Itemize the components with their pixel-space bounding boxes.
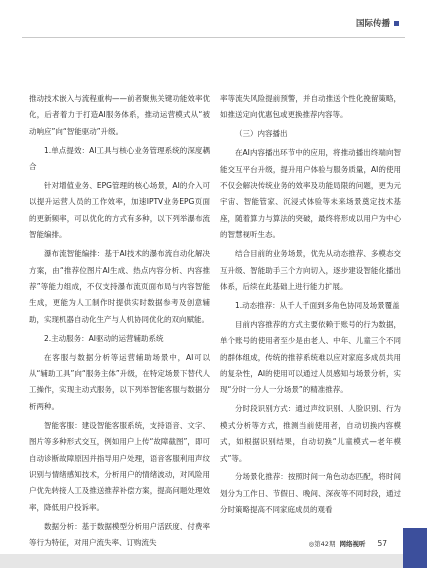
paragraph: 2.主动服务：AI驱动的运营辅助系统 <box>44 333 164 343</box>
paragraph: 1.动态推荐：从千人千面到多角色协同及场景覆盖 <box>235 300 400 310</box>
paragraph: 针对增值业务、EPG管理的核心场景，AI的介入可以提升运营人员的工作效率，加速IPTV业务EPG页面的更新频率，可以优化的方式有多种，以下列举瀑布流智能编排。 <box>29 181 210 240</box>
paragraph: 推动技术嵌入与流程重构——前者聚焦关键功能效率优化，后者着力于打造AI服务体系，推动运营模式从“被动响应”向“智能驱动”升级。 <box>29 94 210 136</box>
section-header <box>356 17 399 29</box>
section-marker-icon <box>394 21 399 26</box>
header-divider <box>22 37 405 38</box>
section-title: 国际传播 <box>355 19 390 29</box>
paragraph: 智能客服：建设智能客服系统，支持语音、文字、图片等多种形式交互，例如用户上传“故障截图”，即可自动诊断故障原因并指导用户处理，语音客服利用声纹识别与情绪感知技术，分析用户的情绪波动，对风险用户优先转接人工及推送推荐补偿方案，提高问题处理效率，降低用户投诉率。 <box>29 420 210 512</box>
paragraph: 瀑布流智能编排：基于AI技术的瀑布流自动化解决方案，由“推荐位图片AI生成、热点内容分析、内容推荐”等能力组成，不仅支持瀑布流页面布局与内容智能生成，更能为人工制作时提供实时数据参考及创意辅助，实现机器自动化生产与人机协同优化的双向赋能。 <box>29 249 210 324</box>
paragraph: 在客服与数据分析等运营辅助场景中，AI可以从“辅助工具”向“服务主体”升级，在特定场景下替代人工操作，实现主动式服务，以下列举智能客服与数据分析两种。 <box>29 352 210 411</box>
right-column <box>220 91 401 521</box>
paragraph: 1.单点提效：AI工具与核心业务管理系统的深度耦合 <box>29 145 210 172</box>
page-number: 57 <box>377 539 387 548</box>
issue-number: ◎第42期 <box>308 540 336 548</box>
page-footer <box>309 539 388 548</box>
paragraph: 分场景化推荐：按照时间一角色动态匹配，将时间划分为工作日、节假日、晚间、深夜等不同时段，通过分时策略提高不同家庭成员的观看 <box>220 472 401 515</box>
paragraph: 分时段识别方式：通过声纹识别、人脸识别、行为模式分析等方式，推测当前使用者，自动切换内容模式，如根据识别结果，自动切换“儿童模式—老年模式”等。 <box>220 404 401 463</box>
paragraph: 率等流失风险提前预警，并自动推送个性化挽留策略，如推送定向优惠包或更换推荐内容等。 <box>220 94 401 120</box>
paragraph: 在AI内容播出环节中的应用，将推动播出终端向智能交互平台升级，提升用户体验与服务质量，AI的使用不仅会解决传统业务的效率及功能局限的问题，更为元宇宙、智能管家、沉浸式体验等未来场景奠定技术基座，随着算力与算法的突破，最终将形成以用户为中心的智慧视听生态。 <box>220 148 401 240</box>
magazine-name: 网络视听 <box>339 540 366 548</box>
paragraph: （三）内容播出 <box>235 129 288 139</box>
paragraph: 目前内容推荐的方式主要依赖于账号的行为数据，单个账号的使用者至少是由老人、中年、儿童三个不同的群体组成，传统的推荐系统难以应对家庭多成员共用的复杂性，AI的使用可以通过人员感知与场景分析，实现“分时一分人一分场景”的精准推荐。 <box>220 319 401 395</box>
paragraph: 结合目前的业务场景，优先从动态推荐、多模态交互升级、智能助手三个方向切入，逐步建设智能化播出体系，后续在此基础上进行能力扩展。 <box>220 249 401 291</box>
footer-bar <box>0 554 427 568</box>
paragraph: 数据分析：基于数据模型分析用户活跃度、付费率等行为特征，对用户流失率、订购流失 <box>29 521 210 548</box>
left-column <box>29 91 210 554</box>
footer-accent-block <box>403 528 427 568</box>
